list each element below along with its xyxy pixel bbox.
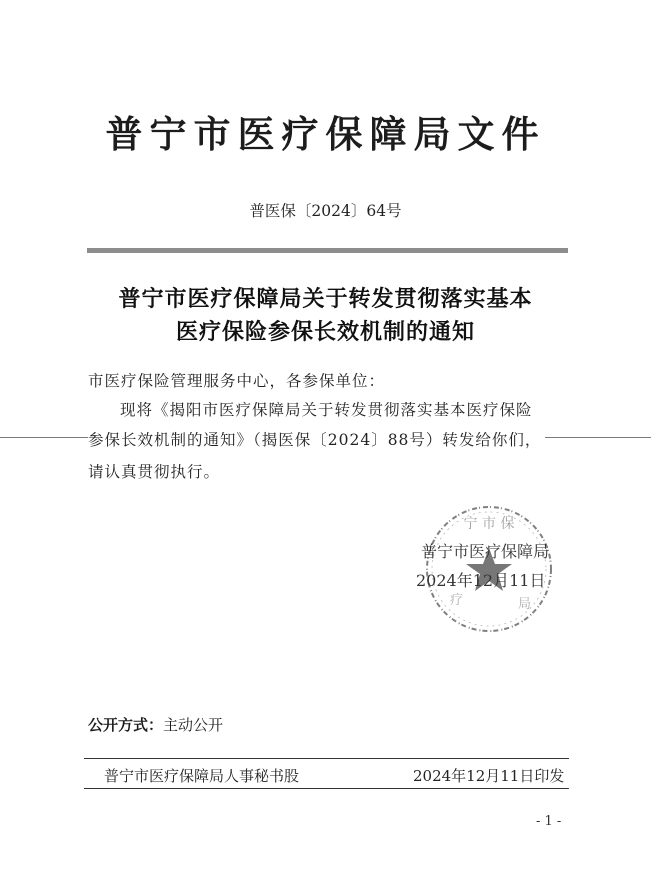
footer-print-date: 2024年12月11日印发 [413, 767, 565, 785]
svg-text:宁 市 保: 宁 市 保 [463, 516, 515, 532]
footer-office: 普宁市医疗保障局人事秘书股 [104, 767, 300, 785]
signature-organization: 普宁市医疗保障局 [421, 542, 550, 561]
salutation: 市医疗保险管理服务中心，各参保单位： [88, 372, 386, 390]
footer-bottom-rule [84, 788, 569, 789]
document-issuer-heading: 普宁市医疗保障局文件 [105, 112, 546, 156]
page-number: - 1 - [536, 814, 562, 829]
disclosure-line [88, 714, 223, 735]
footer-top-rule [84, 758, 569, 759]
body-line-1: 现将《揭阳市医疗保障局关于转发贯彻落实基本医疗保险 [120, 401, 533, 419]
document-number: 普医保〔2024〕64号 [249, 202, 402, 220]
svg-text:疗: 疗 [450, 593, 464, 608]
svg-text:局: 局 [518, 597, 532, 612]
signature-date: 2024年12月11日 [416, 571, 546, 590]
disclosure-value: 主动公开 [163, 716, 224, 734]
notice-title-line-1: 普宁市医疗保障局关于转发贯彻落实基本 [118, 286, 533, 312]
notice-title-line-2: 医疗保险参保长效机制的通知 [175, 319, 475, 345]
body-line-3: 请认真贯彻执行。 [88, 463, 221, 481]
body-line-2: 参保长效机制的通知》（揭医保〔2024〕88号）转发给你们， [88, 428, 545, 450]
disclosure-label: 公开方式： [88, 716, 164, 734]
header-separator-line [87, 248, 568, 253]
